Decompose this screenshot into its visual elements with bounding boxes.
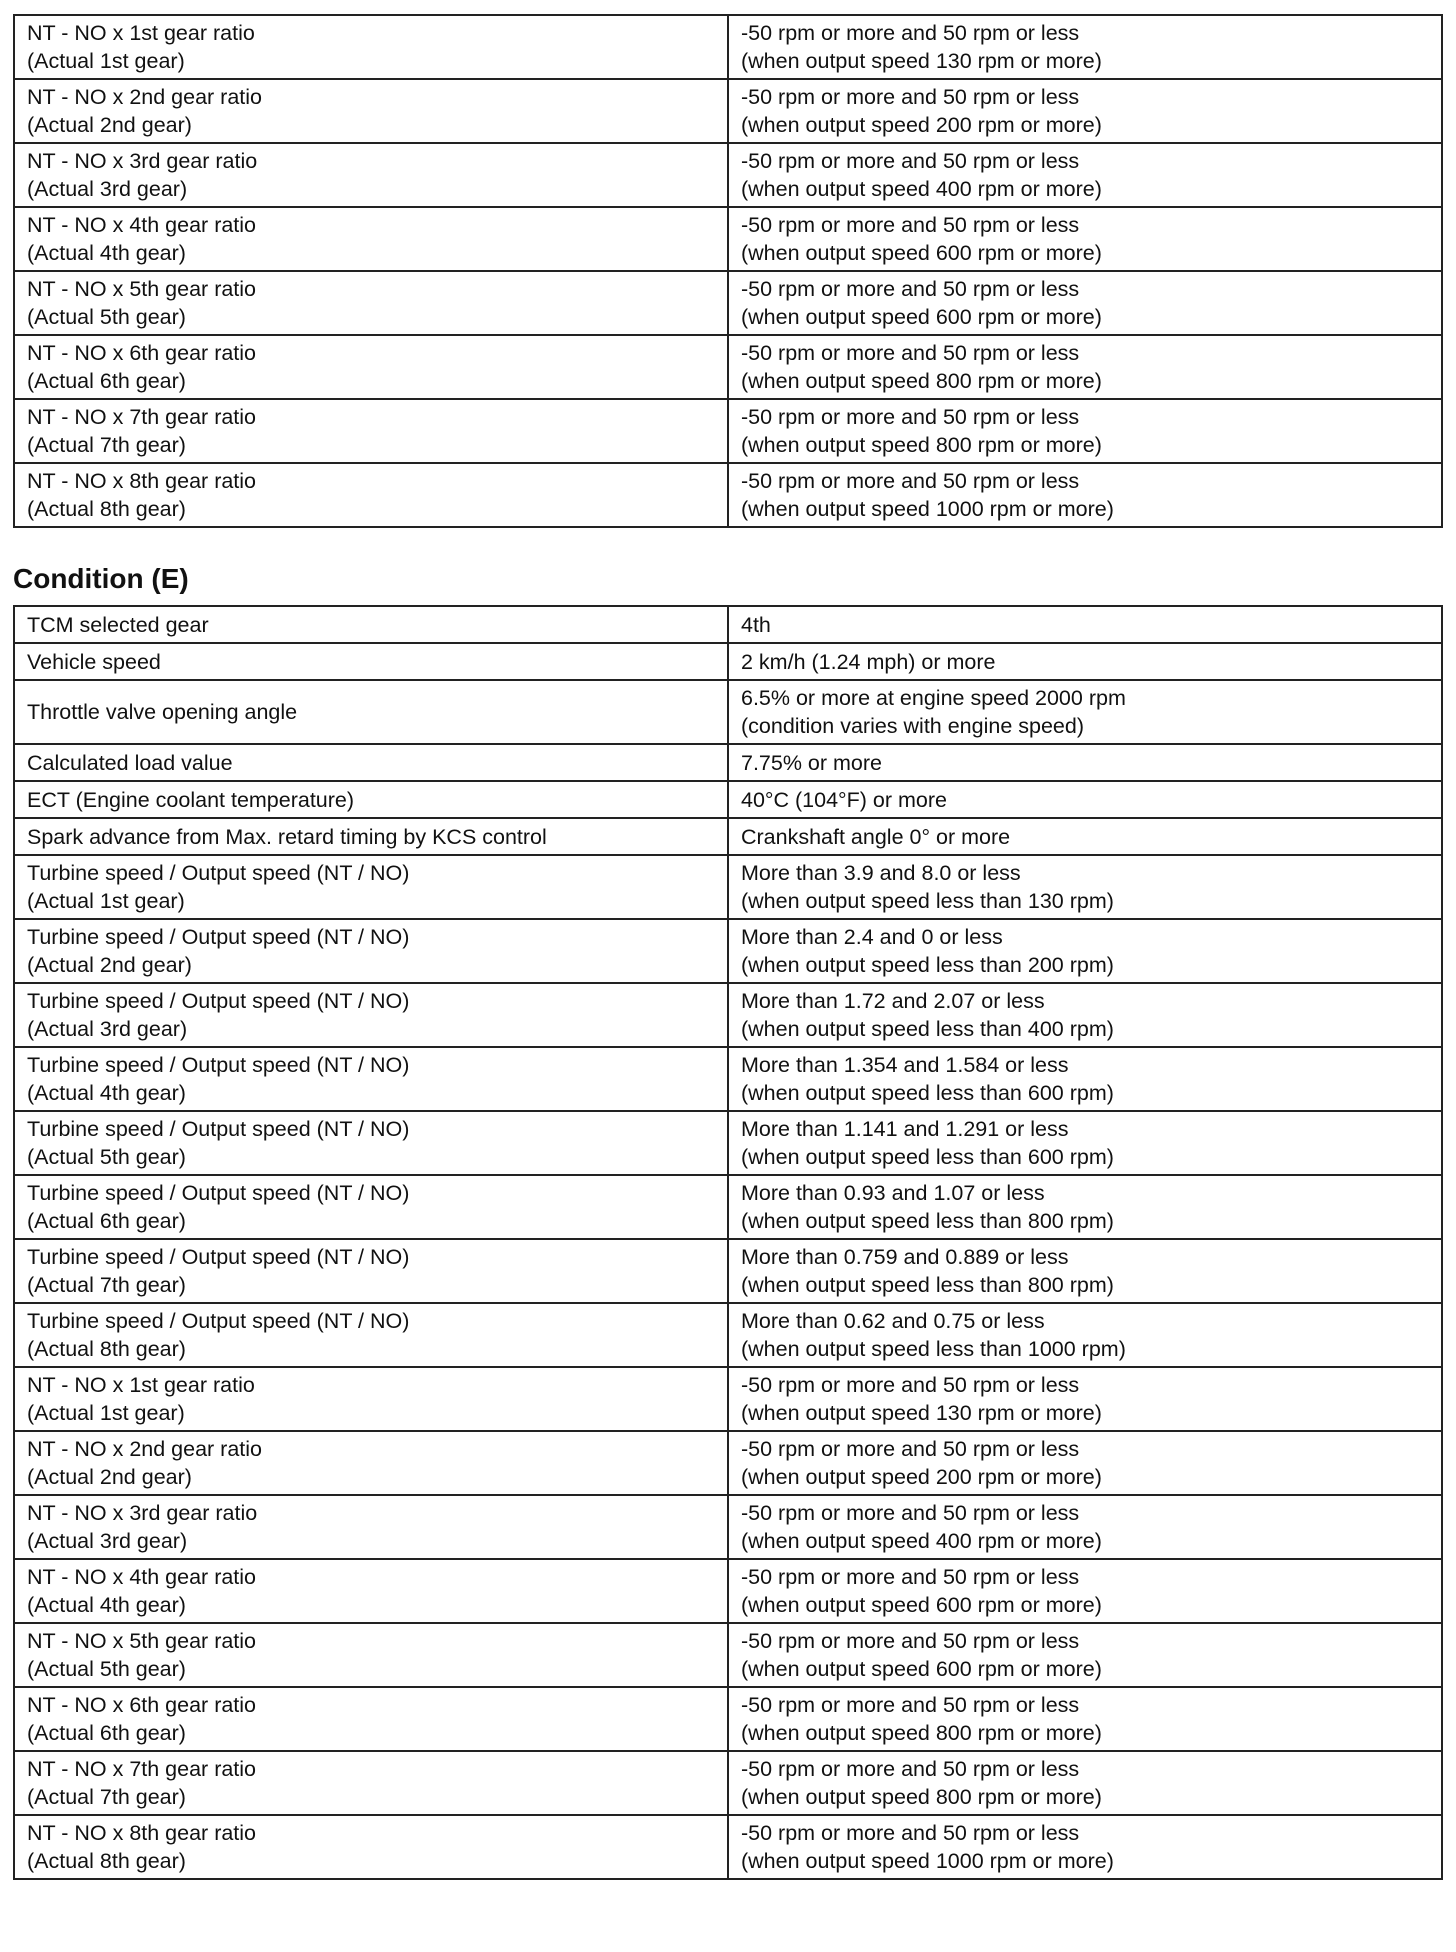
- parameter-text: (Actual 1st gear): [27, 49, 185, 73]
- parameter-text: NT - NO x 2nd gear ratio: [27, 85, 262, 109]
- table-row: [14, 1431, 1442, 1495]
- table-row: [14, 680, 1442, 744]
- table-row: [14, 143, 1442, 207]
- parameter-cell: [14, 463, 728, 527]
- table-row: [14, 1559, 1442, 1623]
- value-text: -50 rpm or more and 50 rpm or less: [741, 213, 1080, 237]
- parameter-cell: [14, 399, 728, 463]
- parameter-text: (Actual 5th gear): [27, 1145, 186, 1169]
- parameter-cell: [14, 983, 728, 1047]
- parameter-cell: [14, 1559, 728, 1623]
- parameter-text: TCM selected gear: [27, 612, 209, 637]
- value-cell: [728, 1175, 1442, 1239]
- table-row: [14, 1751, 1442, 1815]
- value-cell: [728, 1815, 1442, 1879]
- value-text: (when output speed less than 800 rpm): [741, 1209, 1114, 1233]
- table-row: [14, 919, 1442, 983]
- parameter-cell: [14, 1303, 728, 1367]
- value-text: (when output speed 200 rpm or more): [741, 113, 1102, 137]
- parameter-cell: [14, 1111, 728, 1175]
- parameter-text: (Actual 8th gear): [27, 497, 186, 521]
- parameter-text: Turbine speed / Output speed (NT / NO): [27, 861, 410, 885]
- value-text: (when output speed 600 rpm or more): [741, 305, 1102, 329]
- value-cell: [728, 1239, 1442, 1303]
- value-cell: [728, 919, 1442, 983]
- table-row: [14, 983, 1442, 1047]
- parameter-cell: [14, 1239, 728, 1303]
- parameter-text: NT - NO x 6th gear ratio: [27, 1693, 257, 1717]
- parameter-text: Vehicle speed: [27, 649, 161, 674]
- value-text: -50 rpm or more and 50 rpm or less: [741, 149, 1080, 173]
- value-text: (when output speed 800 rpm or more): [741, 1785, 1102, 1809]
- table-row: [14, 271, 1442, 335]
- parameter-text: NT - NO x 5th gear ratio: [27, 1629, 257, 1653]
- value-text: More than 0.93 and 1.07 or less: [741, 1181, 1045, 1205]
- value-text: -50 rpm or more and 50 rpm or less: [741, 1565, 1080, 1589]
- parameter-text: (Actual 7th gear): [27, 433, 186, 457]
- parameter-text: (Actual 5th gear): [27, 305, 186, 329]
- parameter-cell: [14, 744, 728, 781]
- parameter-text: (Actual 2nd gear): [27, 1465, 192, 1489]
- parameter-cell: [14, 15, 728, 79]
- value-text: 4th: [741, 612, 771, 637]
- parameter-cell: [14, 1047, 728, 1111]
- value-text: -50 rpm or more and 50 rpm or less: [741, 405, 1080, 429]
- parameter-text: Turbine speed / Output speed (NT / NO): [27, 1117, 410, 1141]
- parameter-text: NT - NO x 3rd gear ratio: [27, 149, 258, 173]
- parameter-text: (Actual 4th gear): [27, 1081, 186, 1105]
- parameter-text: Turbine speed / Output speed (NT / NO): [27, 989, 410, 1013]
- value-cell: [728, 781, 1442, 818]
- value-text: (when output speed 130 rpm or more): [741, 49, 1102, 73]
- value-text: More than 3.9 and 8.0 or less: [741, 861, 1021, 885]
- value-text: (when output speed 600 rpm or more): [741, 1593, 1102, 1617]
- table-row: [14, 463, 1442, 527]
- parameter-text: (Actual 6th gear): [27, 1209, 186, 1233]
- table-row: [14, 399, 1442, 463]
- value-text: (when output speed less than 800 rpm): [741, 1273, 1114, 1297]
- value-text: More than 2.4 and 0 or less: [741, 925, 1003, 949]
- parameter-text: NT - NO x 5th gear ratio: [27, 277, 257, 301]
- parameter-text: Turbine speed / Output speed (NT / NO): [27, 1053, 410, 1077]
- parameter-text: (Actual 2nd gear): [27, 113, 192, 137]
- value-cell: [728, 15, 1442, 79]
- value-text: -50 rpm or more and 50 rpm or less: [741, 1693, 1080, 1717]
- value-text: 6.5% or more at engine speed 2000 rpm: [741, 686, 1126, 710]
- value-text: (when output speed 1000 rpm or more): [741, 497, 1114, 521]
- value-cell: [728, 1431, 1442, 1495]
- value-text: 2 km/h (1.24 mph) or more: [741, 649, 996, 674]
- value-text: More than 1.354 and 1.584 or less: [741, 1053, 1069, 1077]
- parameter-text: (Actual 6th gear): [27, 1721, 186, 1745]
- table-row: [14, 1239, 1442, 1303]
- parameter-cell: [14, 1175, 728, 1239]
- value-text: More than 0.759 and 0.889 or less: [741, 1245, 1069, 1269]
- value-text: Crankshaft angle 0° or more: [741, 824, 1011, 849]
- value-cell: [728, 1559, 1442, 1623]
- parameter-cell: [14, 818, 728, 855]
- parameter-cell: [14, 1623, 728, 1687]
- value-text: -50 rpm or more and 50 rpm or less: [741, 1373, 1080, 1397]
- table-row: [14, 1367, 1442, 1431]
- parameter-cell: [14, 143, 728, 207]
- value-text: More than 0.62 and 0.75 or less: [741, 1309, 1045, 1333]
- value-cell: [728, 1367, 1442, 1431]
- value-text: -50 rpm or more and 50 rpm or less: [741, 1437, 1080, 1461]
- parameter-text: (Actual 1st gear): [27, 889, 185, 913]
- value-text: -50 rpm or more and 50 rpm or less: [741, 341, 1080, 365]
- table-row: [14, 1111, 1442, 1175]
- parameter-cell: [14, 1431, 728, 1495]
- table-row: [14, 643, 1442, 680]
- parameter-text: NT - NO x 7th gear ratio: [27, 405, 257, 429]
- parameter-text: (Actual 7th gear): [27, 1785, 186, 1809]
- parameter-text: NT - NO x 4th gear ratio: [27, 213, 257, 237]
- parameter-text: (Actual 6th gear): [27, 369, 186, 393]
- parameter-cell: [14, 855, 728, 919]
- table-row: [14, 606, 1442, 643]
- value-text: -50 rpm or more and 50 rpm or less: [741, 1501, 1080, 1525]
- parameter-text: Turbine speed / Output speed (NT / NO): [27, 925, 410, 949]
- table-row: [14, 1303, 1442, 1367]
- value-cell: [728, 143, 1442, 207]
- value-text: (when output speed 400 rpm or more): [741, 177, 1102, 201]
- parameter-cell: [14, 919, 728, 983]
- parameter-text: NT - NO x 3rd gear ratio: [27, 1501, 258, 1525]
- value-text: (when output speed less than 1000 rpm): [741, 1337, 1126, 1361]
- parameter-text: (Actual 8th gear): [27, 1849, 186, 1873]
- table-row: [14, 855, 1442, 919]
- parameter-text: Turbine speed / Output speed (NT / NO): [27, 1245, 410, 1269]
- value-text: -50 rpm or more and 50 rpm or less: [741, 277, 1080, 301]
- parameter-text: Calculated load value: [27, 750, 233, 775]
- value-text: (when output speed 130 rpm or more): [741, 1401, 1102, 1425]
- value-text: (when output speed less than 130 rpm): [741, 889, 1114, 913]
- value-text: (when output speed 200 rpm or more): [741, 1465, 1102, 1489]
- parameter-cell: [14, 1687, 728, 1751]
- value-cell: [728, 818, 1442, 855]
- parameter-cell: [14, 271, 728, 335]
- value-text: (when output speed less than 600 rpm): [741, 1145, 1114, 1169]
- value-cell: [728, 1047, 1442, 1111]
- value-cell: [728, 1751, 1442, 1815]
- parameter-text: NT - NO x 1st gear ratio: [27, 21, 255, 45]
- value-cell: [728, 680, 1442, 744]
- parameter-text: NT - NO x 1st gear ratio: [27, 1373, 255, 1397]
- parameter-cell: [14, 79, 728, 143]
- value-cell: [728, 207, 1442, 271]
- value-text: -50 rpm or more and 50 rpm or less: [741, 85, 1080, 109]
- value-text: (when output speed 600 rpm or more): [741, 241, 1102, 265]
- value-text: (when output speed 1000 rpm or more): [741, 1849, 1114, 1873]
- parameter-text: (Actual 1st gear): [27, 1401, 185, 1425]
- table-row: [14, 1687, 1442, 1751]
- parameter-cell: [14, 781, 728, 818]
- parameter-text: Turbine speed / Output speed (NT / NO): [27, 1309, 410, 1333]
- parameter-text: ECT (Engine coolant temperature): [27, 787, 355, 812]
- parameter-text: NT - NO x 7th gear ratio: [27, 1757, 257, 1781]
- parameter-text: Throttle valve opening angle: [27, 700, 298, 724]
- parameter-cell: [14, 606, 728, 643]
- table-row: [14, 1175, 1442, 1239]
- table-row: [14, 1815, 1442, 1879]
- value-cell: [728, 399, 1442, 463]
- table-row: [14, 335, 1442, 399]
- value-text: -50 rpm or more and 50 rpm or less: [741, 1757, 1080, 1781]
- value-cell: [728, 1303, 1442, 1367]
- value-cell: [728, 1687, 1442, 1751]
- value-cell: [728, 1623, 1442, 1687]
- value-text: (when output speed less than 600 rpm): [741, 1081, 1114, 1105]
- value-cell: [728, 1111, 1442, 1175]
- table-row: [14, 781, 1442, 818]
- parameter-text: NT - NO x 8th gear ratio: [27, 1821, 257, 1845]
- parameter-text: (Actual 3rd gear): [27, 177, 188, 201]
- value-text: -50 rpm or more and 50 rpm or less: [741, 1629, 1080, 1653]
- table-row: [14, 1495, 1442, 1559]
- parameter-cell: [14, 1495, 728, 1559]
- parameter-text: (Actual 7th gear): [27, 1273, 186, 1297]
- value-cell: [728, 606, 1442, 643]
- parameter-text: (Actual 2nd gear): [27, 953, 192, 977]
- value-text: (when output speed 800 rpm or more): [741, 433, 1102, 457]
- table-row: [14, 207, 1442, 271]
- table-row: [14, 744, 1442, 781]
- parameter-text: NT - NO x 8th gear ratio: [27, 469, 257, 493]
- value-cell: [728, 463, 1442, 527]
- value-cell: [728, 643, 1442, 680]
- parameter-text: (Actual 8th gear): [27, 1337, 186, 1361]
- value-text: (when output speed 400 rpm or more): [741, 1529, 1102, 1553]
- condition-e-table: [13, 605, 1443, 1880]
- table-row: [14, 79, 1442, 143]
- value-cell: [728, 1495, 1442, 1559]
- parameter-text: (Actual 4th gear): [27, 1593, 186, 1617]
- table-row: [14, 1047, 1442, 1111]
- section-heading-condition-e: Condition (E): [13, 563, 189, 594]
- parameter-cell: [14, 1815, 728, 1879]
- value-text: -50 rpm or more and 50 rpm or less: [741, 1821, 1080, 1845]
- table-row: [14, 818, 1442, 855]
- parameter-text: (Actual 3rd gear): [27, 1017, 188, 1041]
- value-text: -50 rpm or more and 50 rpm or less: [741, 21, 1080, 45]
- parameter-cell: [14, 1751, 728, 1815]
- value-text: (when output speed 800 rpm or more): [741, 369, 1102, 393]
- value-cell: [728, 271, 1442, 335]
- value-text: (when output speed 600 rpm or more): [741, 1657, 1102, 1681]
- value-text: 7.75% or more: [741, 750, 883, 775]
- value-cell: [728, 335, 1442, 399]
- parameter-text: (Actual 5th gear): [27, 1657, 186, 1681]
- parameter-text: NT - NO x 6th gear ratio: [27, 341, 257, 365]
- value-text: (when output speed less than 200 rpm): [741, 953, 1114, 977]
- parameter-cell: [14, 643, 728, 680]
- value-cell: [728, 744, 1442, 781]
- parameter-text: Spark advance from Max. retard timing by KCS control: [27, 824, 547, 849]
- value-cell: [728, 983, 1442, 1047]
- parameter-cell: [14, 1367, 728, 1431]
- parameter-text: NT - NO x 2nd gear ratio: [27, 1437, 262, 1461]
- gear-ratio-table: [13, 14, 1443, 528]
- value-text: -50 rpm or more and 50 rpm or less: [741, 469, 1080, 493]
- value-text: (condition varies with engine speed): [741, 714, 1085, 738]
- value-text: More than 1.141 and 1.291 or less: [741, 1117, 1069, 1141]
- value-cell: [728, 855, 1442, 919]
- value-text: 40°C (104°F) or more: [741, 787, 947, 812]
- table-row: [14, 15, 1442, 79]
- parameter-text: NT - NO x 4th gear ratio: [27, 1565, 257, 1589]
- parameter-text: Turbine speed / Output speed (NT / NO): [27, 1181, 410, 1205]
- table-row: [14, 1623, 1442, 1687]
- parameter-cell: [14, 335, 728, 399]
- value-cell: [728, 79, 1442, 143]
- value-text: More than 1.72 and 2.07 or less: [741, 989, 1045, 1013]
- parameter-cell: [14, 680, 728, 744]
- parameter-cell: [14, 207, 728, 271]
- parameter-text: (Actual 3rd gear): [27, 1529, 188, 1553]
- value-text: (when output speed 800 rpm or more): [741, 1721, 1102, 1745]
- parameter-text: (Actual 4th gear): [27, 241, 186, 265]
- value-text: (when output speed less than 400 rpm): [741, 1017, 1114, 1041]
